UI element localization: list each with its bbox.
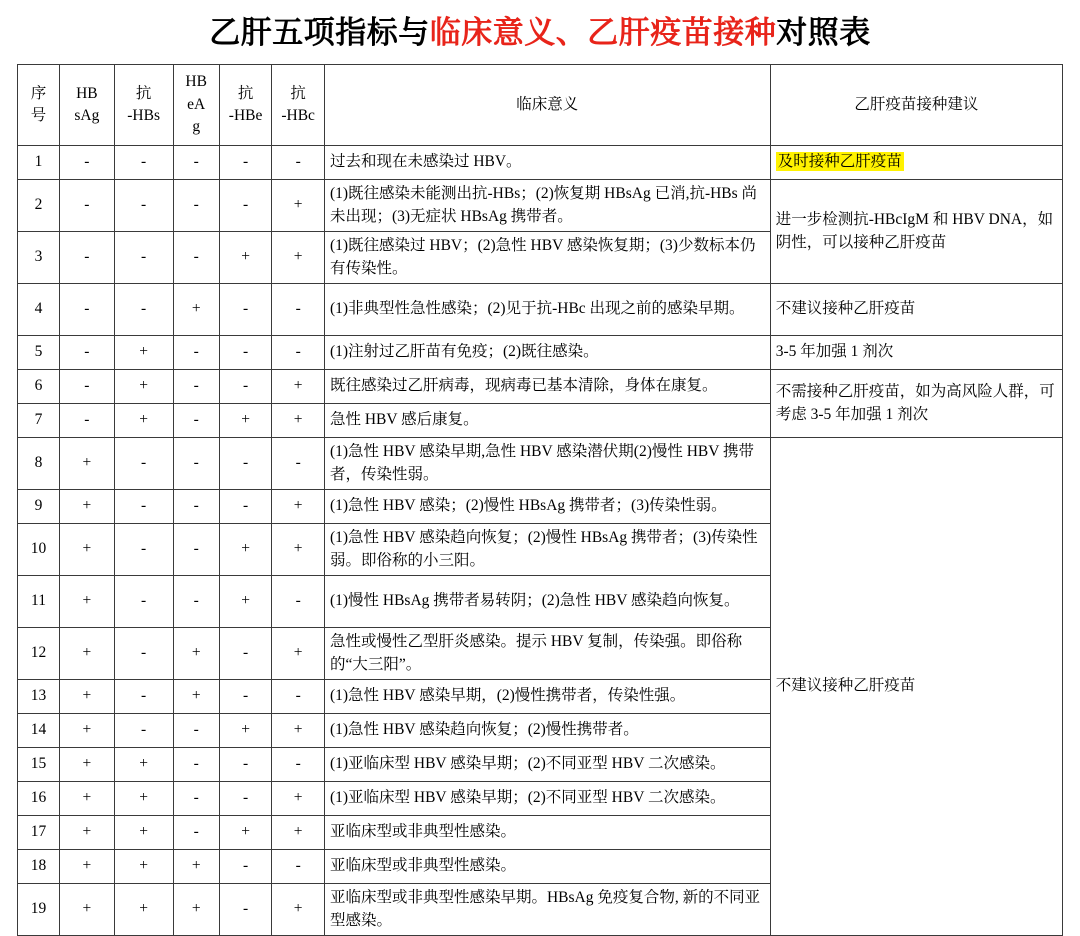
cell-anti-hbc: - bbox=[272, 576, 325, 628]
cell-hbsag: + bbox=[60, 438, 115, 490]
title-segment-3: 对照表 bbox=[776, 15, 871, 50]
cell-clinical: 急性 HBV 感后康复。 bbox=[324, 404, 770, 438]
cell-hbsag: + bbox=[60, 714, 115, 748]
cell-anti-hbe: - bbox=[219, 180, 272, 232]
cell-anti-hbe: + bbox=[219, 714, 272, 748]
cell-anti-hbe: + bbox=[219, 816, 272, 850]
cell-hbeag: + bbox=[173, 628, 219, 680]
cell-clinical: (1)既往感染过 HBV；(2)急性 HBV 感染恢复期；(3)少数标本仍有传染性。 bbox=[324, 232, 770, 284]
cell-hbsag: - bbox=[60, 370, 115, 404]
cell-anti-hbc: - bbox=[272, 850, 325, 884]
cell-anti-hbc: + bbox=[272, 180, 325, 232]
cell-anti-hbe: - bbox=[219, 850, 272, 884]
cell-no: 11 bbox=[18, 576, 60, 628]
cell-no: 8 bbox=[18, 438, 60, 490]
cell-clinical: (1)亚临床型 HBV 感染早期；(2)不同亚型 HBV 二次感染。 bbox=[324, 782, 770, 816]
cell-clinical: (1)既往感染未能测出抗-HBs；(2)恢复期 HBsAg 已消,抗-HBs 尚未出现；(3)无症状 HBsAg 携带者。 bbox=[324, 180, 770, 232]
table-row bbox=[18, 180, 1063, 232]
title-segment-2: 临床意义、乙肝疫苗接种 bbox=[429, 15, 777, 50]
cell-no: 14 bbox=[18, 714, 60, 748]
cell-anti-hbs: + bbox=[114, 884, 173, 936]
cell-anti-hbs: + bbox=[114, 370, 173, 404]
cell-anti-hbe: - bbox=[219, 284, 272, 336]
cell-hbeag: - bbox=[173, 748, 219, 782]
cell-anti-hbs: + bbox=[114, 850, 173, 884]
cell-clinical: 既往感染过乙肝病毒，现病毒已基本清除，身体在康复。 bbox=[324, 370, 770, 404]
cell-anti-hbe: - bbox=[219, 438, 272, 490]
cell-advice: 不建议接种乙肝疫苗 bbox=[770, 284, 1062, 336]
cell-no: 18 bbox=[18, 850, 60, 884]
cell-anti-hbc: - bbox=[272, 748, 325, 782]
cell-hbeag: - bbox=[173, 490, 219, 524]
cell-hbeag: - bbox=[173, 370, 219, 404]
cell-hbsag: + bbox=[60, 628, 115, 680]
cell-hbsag: - bbox=[60, 180, 115, 232]
cell-anti-hbs: - bbox=[114, 576, 173, 628]
header-anti-hbs-line2: -HBs bbox=[127, 107, 160, 125]
cell-anti-hbe: + bbox=[219, 576, 272, 628]
cell-anti-hbc: + bbox=[272, 884, 325, 936]
cell-anti-hbc: + bbox=[272, 524, 325, 576]
cell-anti-hbs: - bbox=[114, 232, 173, 284]
cell-anti-hbs: - bbox=[114, 524, 173, 576]
header-clinical-meaning: 临床意义 bbox=[324, 65, 770, 146]
cell-anti-hbs: - bbox=[114, 284, 173, 336]
cell-no: 3 bbox=[18, 232, 60, 284]
title-segment-1: 乙肝五项指标与 bbox=[209, 15, 430, 50]
cell-anti-hbs: + bbox=[114, 782, 173, 816]
cell-no: 16 bbox=[18, 782, 60, 816]
cell-anti-hbe: - bbox=[219, 336, 272, 370]
cell-hbeag: - bbox=[173, 816, 219, 850]
cell-no: 6 bbox=[18, 370, 60, 404]
page-title bbox=[0, 0, 1080, 64]
header-anti-hbs bbox=[114, 65, 173, 146]
cell-hbsag: + bbox=[60, 850, 115, 884]
table-row bbox=[18, 438, 1063, 490]
cell-clinical: (1)急性 HBV 感染早期，(2)慢性携带者，传染性强。 bbox=[324, 680, 770, 714]
cell-clinical: (1)注射过乙肝苗有免疫；(2)既往感染。 bbox=[324, 336, 770, 370]
cell-no: 7 bbox=[18, 404, 60, 438]
cell-anti-hbe: - bbox=[219, 370, 272, 404]
header-anti-hbe-line1: 抗 bbox=[237, 84, 254, 102]
cell-anti-hbs: + bbox=[114, 748, 173, 782]
cell-clinical: 过去和现在未感染过 HBV。 bbox=[324, 146, 770, 180]
cell-clinical: (1)急性 HBV 感染趋向恢复；(2)慢性 HBsAg 携带者；(3)传染性弱。即俗称的小三阳。 bbox=[324, 524, 770, 576]
cell-hbeag: - bbox=[173, 404, 219, 438]
cell-clinical: (1)亚临床型 HBV 感染早期；(2)不同亚型 HBV 二次感染。 bbox=[324, 748, 770, 782]
cell-no: 13 bbox=[18, 680, 60, 714]
cell-anti-hbc: - bbox=[272, 284, 325, 336]
cell-anti-hbe: - bbox=[219, 782, 272, 816]
cell-clinical: (1)急性 HBV 感染；(2)慢性 HBsAg 携带者；(3)传染性弱。 bbox=[324, 490, 770, 524]
table-header-row bbox=[18, 65, 1063, 146]
cell-no: 19 bbox=[18, 884, 60, 936]
header-hbeag-line1: HB bbox=[185, 73, 207, 91]
cell-clinical: (1)慢性 HBsAg 携带者易转阴；(2)急性 HBV 感染趋向恢复。 bbox=[324, 576, 770, 628]
cell-anti-hbc: + bbox=[272, 370, 325, 404]
cell-anti-hbc: - bbox=[272, 336, 325, 370]
cell-anti-hbs: - bbox=[114, 146, 173, 180]
cell-anti-hbc: + bbox=[272, 232, 325, 284]
cell-hbeag: - bbox=[173, 524, 219, 576]
cell-clinical: 亚临床型或非典型性感染。 bbox=[324, 816, 770, 850]
header-hbeag bbox=[173, 65, 219, 146]
cell-anti-hbc: - bbox=[272, 146, 325, 180]
cell-hbeag: - bbox=[173, 714, 219, 748]
cell-anti-hbc: + bbox=[272, 490, 325, 524]
cell-hbsag: + bbox=[60, 524, 115, 576]
cell-anti-hbe: - bbox=[219, 146, 272, 180]
cell-anti-hbs: - bbox=[114, 490, 173, 524]
cell-hbsag: - bbox=[60, 232, 115, 284]
cell-hbeag: - bbox=[173, 576, 219, 628]
cell-anti-hbc: + bbox=[272, 816, 325, 850]
cell-no: 10 bbox=[18, 524, 60, 576]
cell-hbsag: + bbox=[60, 576, 115, 628]
cell-no: 12 bbox=[18, 628, 60, 680]
cell-hbsag: - bbox=[60, 146, 115, 180]
cell-hbsag: + bbox=[60, 680, 115, 714]
cell-advice: 进一步检测抗-HBcIgM 和 HBV DNA，如阴性，可以接种乙肝疫苗 bbox=[770, 180, 1062, 284]
cell-clinical: 亚临床型或非典型性感染。 bbox=[324, 850, 770, 884]
cell-anti-hbc: - bbox=[272, 438, 325, 490]
cell-hbsag: + bbox=[60, 884, 115, 936]
header-anti-hbc-line2: -HBc bbox=[281, 107, 315, 125]
cell-anti-hbe: - bbox=[219, 748, 272, 782]
cell-no: 4 bbox=[18, 284, 60, 336]
header-hbsag-line2: sAg bbox=[74, 107, 100, 125]
header-no bbox=[18, 65, 60, 146]
cell-clinical: 急性或慢性乙型肝炎感染。提示 HBV 复制，传染强。即俗称的“大三阳”。 bbox=[324, 628, 770, 680]
cell-advice: 不需接种乙肝疫苗，如为高风险人群，可考虑 3-5 年加强 1 剂次 bbox=[770, 370, 1062, 438]
table-row bbox=[18, 370, 1063, 404]
cell-clinical: 亚临床型或非典型性感染早期。HBsAg 免疫复合物, 新的不同亚型感染。 bbox=[324, 884, 770, 936]
header-hbsag bbox=[60, 65, 115, 146]
cell-clinical: (1)非典型性急性感染；(2)见于抗-HBc 出现之前的感染早期。 bbox=[324, 284, 770, 336]
cell-anti-hbe: - bbox=[219, 884, 272, 936]
cell-anti-hbc: + bbox=[272, 628, 325, 680]
header-anti-hbc bbox=[272, 65, 325, 146]
cell-hbeag: + bbox=[173, 680, 219, 714]
cell-advice bbox=[770, 146, 1062, 180]
cell-anti-hbs: - bbox=[114, 438, 173, 490]
advice-highlighted: 及时接种乙肝疫苗 bbox=[777, 153, 902, 171]
cell-anti-hbs: + bbox=[114, 336, 173, 370]
header-hbeag-line2: eA bbox=[187, 95, 206, 113]
header-anti-hbs-line1: 抗 bbox=[135, 84, 152, 102]
cell-hbsag: + bbox=[60, 782, 115, 816]
cell-anti-hbe: + bbox=[219, 404, 272, 438]
cell-hbeag: - bbox=[173, 438, 219, 490]
cell-hbsag: - bbox=[60, 404, 115, 438]
cell-anti-hbe: - bbox=[219, 628, 272, 680]
cell-anti-hbe: + bbox=[219, 524, 272, 576]
cell-anti-hbs: + bbox=[114, 816, 173, 850]
cell-hbsag: - bbox=[60, 336, 115, 370]
cell-anti-hbc: + bbox=[272, 782, 325, 816]
header-vaccine-advice: 乙肝疫苗接种建议 bbox=[770, 65, 1062, 146]
cell-no: 5 bbox=[18, 336, 60, 370]
cell-clinical: (1)急性 HBV 感染早期,急性 HBV 感染潜伏期(2)慢性 HBV 携带者，传染性弱。 bbox=[324, 438, 770, 490]
cell-anti-hbs: + bbox=[114, 404, 173, 438]
cell-hbeag: + bbox=[173, 884, 219, 936]
cell-no: 17 bbox=[18, 816, 60, 850]
cell-hbeag: - bbox=[173, 336, 219, 370]
cell-anti-hbc: + bbox=[272, 714, 325, 748]
cell-no: 15 bbox=[18, 748, 60, 782]
cell-anti-hbs: - bbox=[114, 628, 173, 680]
cell-advice: 3-5 年加强 1 剂次 bbox=[770, 336, 1062, 370]
cell-anti-hbe: + bbox=[219, 232, 272, 284]
header-hbeag-line3: g bbox=[192, 118, 201, 136]
cell-hbsag: + bbox=[60, 748, 115, 782]
cell-anti-hbe: - bbox=[219, 680, 272, 714]
cell-anti-hbs: - bbox=[114, 180, 173, 232]
cell-no: 2 bbox=[18, 180, 60, 232]
cell-anti-hbe: - bbox=[219, 490, 272, 524]
cell-no: 9 bbox=[18, 490, 60, 524]
cell-hbsag: + bbox=[60, 816, 115, 850]
cell-hbsag: + bbox=[60, 490, 115, 524]
header-anti-hbe-line2: -HBe bbox=[228, 107, 263, 125]
cell-hbeag: - bbox=[173, 180, 219, 232]
table-row bbox=[18, 284, 1063, 336]
hbv-marker-table bbox=[17, 64, 1063, 936]
header-anti-hbc-line1: 抗 bbox=[290, 84, 306, 102]
header-no-line2: 号 bbox=[30, 107, 47, 125]
cell-hbeag: - bbox=[173, 232, 219, 284]
cell-clinical: (1)急性 HBV 感染趋向恢复；(2)慢性携带者。 bbox=[324, 714, 770, 748]
table-row bbox=[18, 336, 1063, 370]
header-anti-hbe bbox=[219, 65, 272, 146]
cell-hbeag: + bbox=[173, 284, 219, 336]
cell-advice: 不建议接种乙肝疫苗 bbox=[770, 438, 1062, 936]
cell-hbeag: - bbox=[173, 782, 219, 816]
cell-anti-hbc: + bbox=[272, 404, 325, 438]
cell-hbeag: - bbox=[173, 146, 219, 180]
cell-hbsag: - bbox=[60, 284, 115, 336]
header-hbsag-line1: HB bbox=[76, 84, 98, 102]
cell-no: 1 bbox=[18, 146, 60, 180]
cell-anti-hbc: - bbox=[272, 680, 325, 714]
table-row bbox=[18, 146, 1063, 180]
header-no-line1: 序 bbox=[30, 84, 47, 102]
cell-anti-hbs: - bbox=[114, 714, 173, 748]
cell-hbeag: + bbox=[173, 850, 219, 884]
cell-anti-hbs: - bbox=[114, 680, 173, 714]
